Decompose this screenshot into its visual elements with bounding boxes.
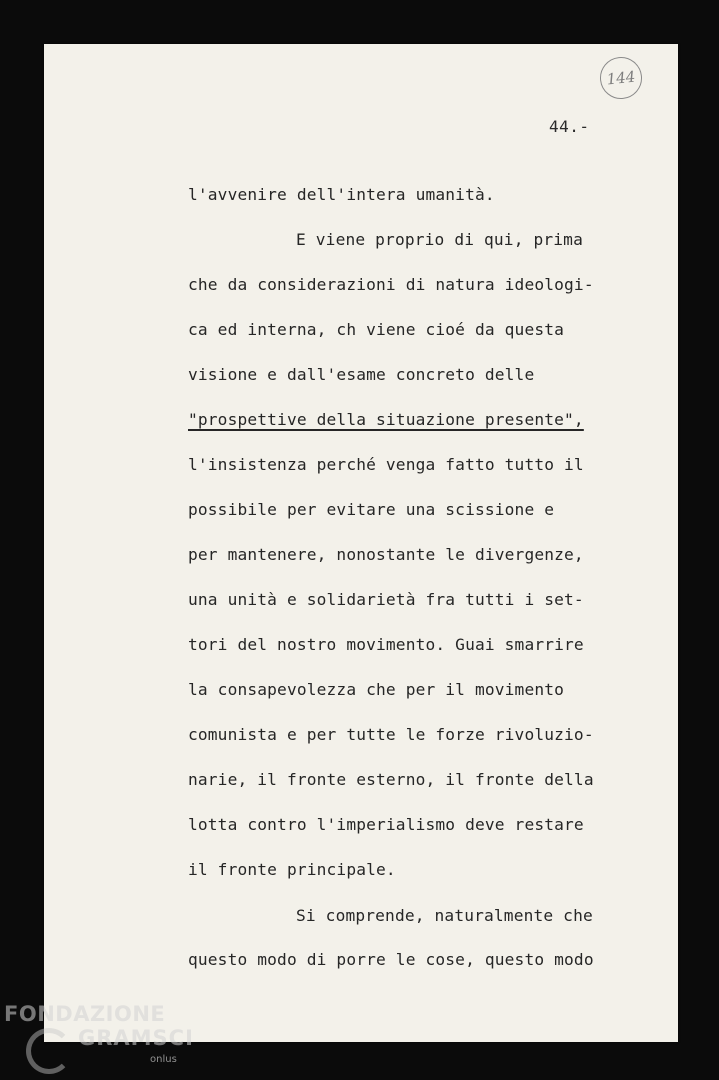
watermark-suffix: onlus [150,1054,177,1065]
text-line: ca ed interna, ch viene cioé da questa [188,320,565,339]
text-line: Si comprende, naturalmente che [296,906,593,925]
text-line: l'insistenza perché venga fatto tutto il [188,455,584,474]
text-line: tori del nostro movimento. Guai smarrire [188,635,584,654]
text-line: possibile per evitare una scissione e [188,500,555,519]
page-number: 44.- [549,117,590,136]
text-line: lotta contro l'imperialismo deve restare [188,815,584,834]
watermark-logo-icon [26,1028,72,1074]
document-page [44,44,678,1042]
text-line: narie, il fronte esterno, il fronte della [188,770,594,789]
text-line: questo modo di porre le cose, questo modo [188,950,594,969]
text-line: il fronte principale. [188,860,396,879]
text-line: comunista e per tutte le forze rivoluzio- [188,725,594,744]
text-line: una unità e solidarietà fra tutti i set- [188,590,584,609]
archive-stamp-number: 144 [598,55,644,101]
watermark-line2: GRAMSCI [78,1026,194,1050]
text-line: visione e dall'esame concreto delle [188,365,535,384]
watermark-line1: FONDAZIONE [4,1002,166,1026]
text-line: l'avvenire dell'intera umanità. [188,185,495,204]
text-line: E viene proprio di qui, prima [296,230,583,249]
text-line-underlined: "prospettive della situazione presente", [188,410,584,429]
text-line: che da considerazioni di natura ideologi- [188,275,594,294]
text-line: la consapevolezza che per il movimento [188,680,565,699]
text-line: per mantenere, nonostante le divergenze, [188,545,584,564]
foundation-watermark [4,998,204,1076]
